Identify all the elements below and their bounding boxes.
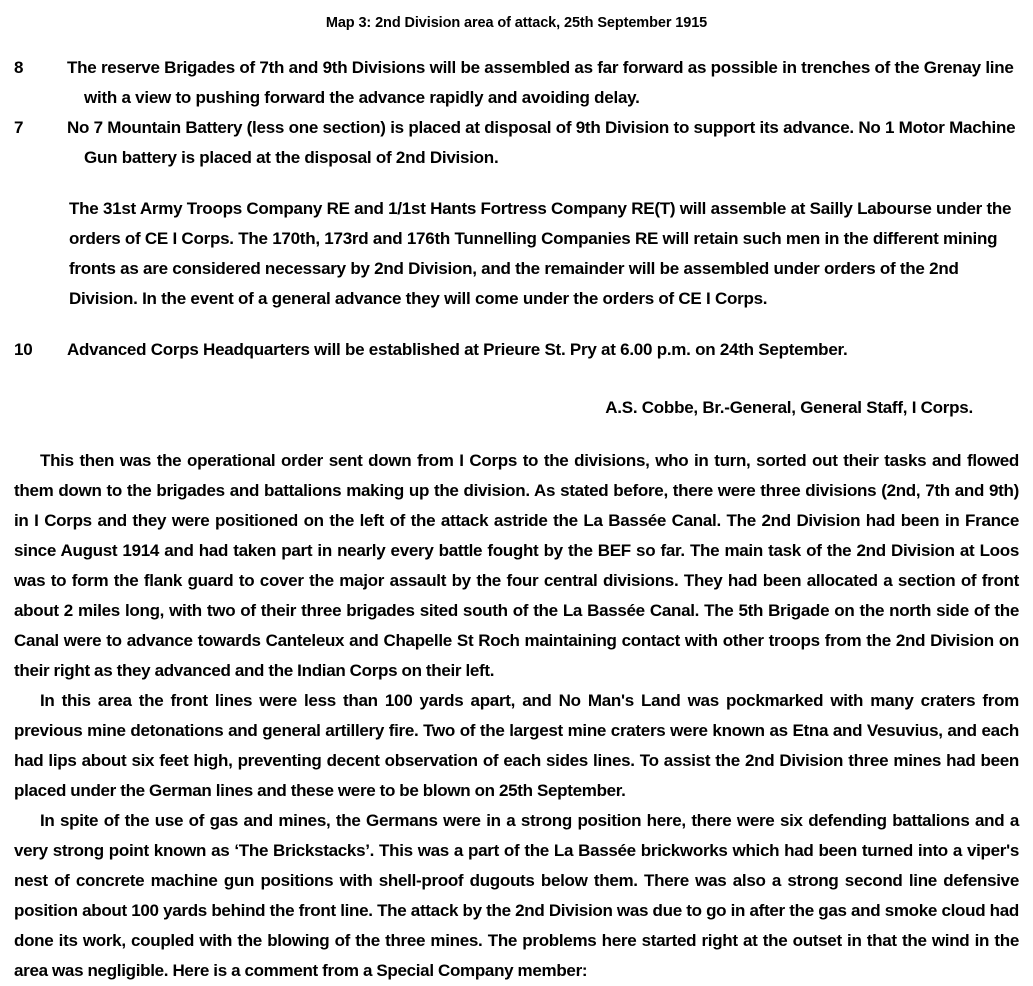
narrative-paragraph-1: This then was the operational order sent down from I Corps to the divisions, who in turn, sorted out their tasks and flowed them down to the brigades and battalions making up the division. As stated before, there were three divisions (2nd, 7th and 9th) in I Corps and they were positioned on the left of the attack astride the La Bassée Canal. The 2nd Division had been in France since August 1914 and had taken part in nearly every battle fought by the BEF so far. The main task of the 2nd Division at Loos was to form the flank guard to cover the major assault by the four central divisions. They had been allocated a section of front about 2 miles long, with two of their three brigades sited south of the La Bassée Canal. The 5th Brigade on the north side of the Canal were to advance towards Canteleux and Chapelle St Roch maintaining contact with other troops from the 2nd Division on their right as they advanced and the Indian Corps on their left.: [14, 451, 1019, 680]
order-item-text: The reserve Brigades of 7th and 9th Divisions will be assembled as far forward as possible in trenches of the Grenay line with a view to pushing forward the advance rapidly and avoiding delay.: [67, 58, 1014, 107]
order-item-8: [14, 53, 1019, 113]
narrative-paragraph-3: In spite of the use of gas and mines, the Germans were in a strong position here, there were six defending battalions and a very strong point known as ‘The Brickstacks’. This was a part of the La Bassée brickworks which had been turned into a viper's nest of concrete machine gun positions with shell-proof dugouts below them. There was also a strong second line defensive position about 100 yards behind the front line. The attack by the 2nd Division was due to go in after the gas and smoke cloud had done its work, coupled with the blowing of the three mines. The problems here started right at the outset in that the wind in the area was negligible. Here is a comment from a Special Company member:: [14, 811, 1019, 980]
order-item-number: 8: [14, 58, 24, 77]
order-item-number: 7: [14, 118, 24, 137]
narrative-body: [14, 423, 1019, 986]
operational-order-list-continued: [14, 335, 1019, 365]
order-item-number: 10: [14, 340, 33, 359]
order-note-paragraph: [14, 173, 1019, 314]
order-signature: A.S. Cobbe, Br.-General, General Staff, I Corps.: [605, 398, 973, 417]
order-item-7: [14, 113, 1019, 173]
order-item-10: [14, 335, 1019, 365]
order-item-text: No 7 Mountain Battery (less one section) is placed at disposal of 9th Division to support its advance. No 1 Motor Machine Gun battery is placed at the disposal of 2nd Division.: [67, 118, 1016, 167]
operational-order-list: [14, 53, 1019, 173]
narrative-paragraph-2: In this area the front lines were less than 100 yards apart, and No Man's Land was pockmarked with many craters from previous mine detonations and general artillery fire. Two of the largest mine craters were known as Etna and Vesuvius, and each had lips about six feet high, preventing decent observation of each sides lines. To assist the 2nd Division three mines had been placed under the German lines and these were to be blown on 25th September.: [14, 691, 1019, 800]
order-item-text: Advanced Corps Headquarters will be established at Prieure St. Pry at 6.00 p.m. on 24th September.: [67, 340, 848, 359]
order-note-text: The 31st Army Troops Company RE and 1/1st Hants Fortress Company RE(T) will assemble at Sailly Labourse under the orders of CE I Corps. The 170th, 173rd and 176th Tunnelling Companies RE will retain such men in the different mining fronts as are considered necessary by 2nd Division, and the remainder will be assembled under orders of the 2nd Division. In the event of a general advance they will come under the orders of CE I Corps.: [69, 199, 1012, 308]
map-caption: Map 3: 2nd Division area of attack, 25th September 1915: [325, 15, 708, 31]
